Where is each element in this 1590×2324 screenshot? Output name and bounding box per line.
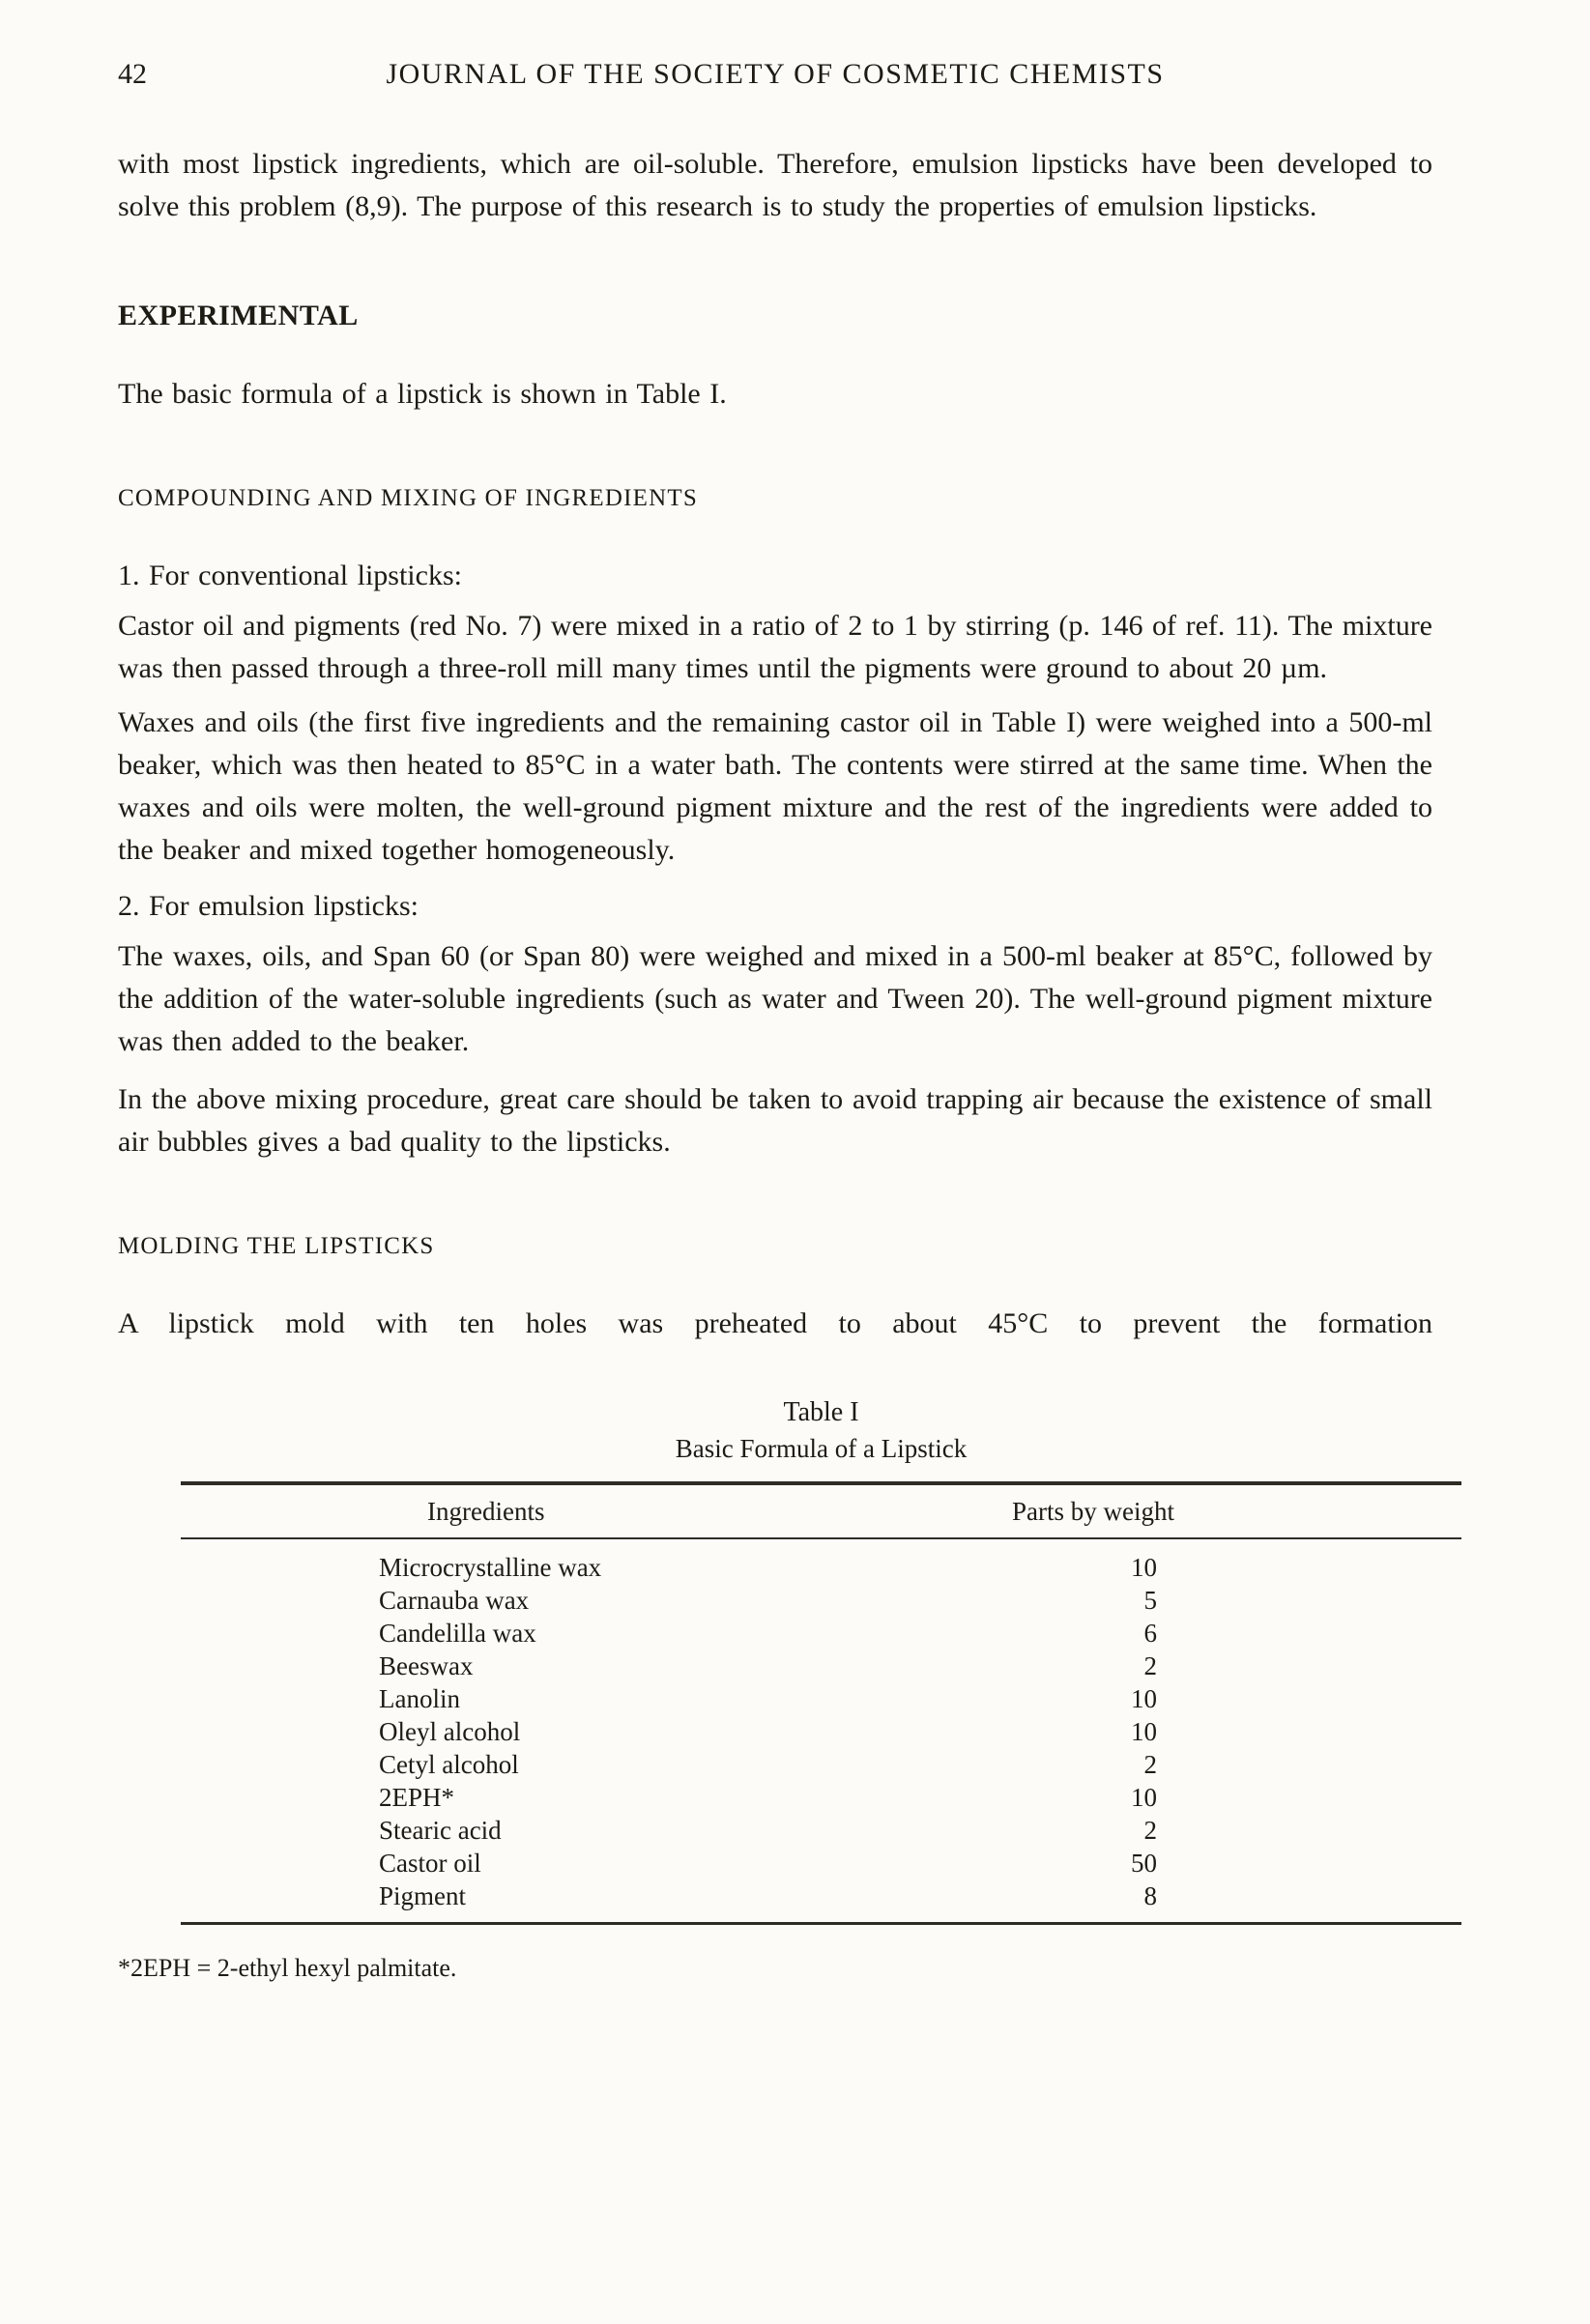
table-row: [181, 1617, 1461, 1650]
table-row: [181, 1682, 1461, 1715]
ingredient-cell: Microcrystalline wax: [379, 1553, 602, 1582]
paragraph-air-bubbles: In the above mixing procedure, great care should be taken to avoid trapping air because the existence of small air bubbles gives a bad quality to the lipsticks.: [118, 1083, 1432, 1158]
heading-compounding-and-mixing: COMPOUNDING AND MIXING OF INGREDIENTS: [118, 485, 698, 511]
parts-cell: 10: [1131, 1783, 1157, 1812]
parts-cell: 6: [1143, 1619, 1157, 1648]
parts-cell: 10: [1131, 1717, 1157, 1746]
table-1: [181, 1397, 1461, 1925]
table-row: [181, 1814, 1461, 1847]
article-body: [118, 143, 1432, 1985]
table-row: [181, 1551, 1461, 1584]
ingredient-cell: Oleyl alcohol: [379, 1717, 521, 1746]
column-header-ingredients: Ingredients: [427, 1497, 545, 1526]
paragraph-waxes-and-oils: Waxes and oils (the first five ingredients and the remaining castor oil in Table I) were weighed into a 500-ml beaker, which was then heated to 85°C in a water bath. The contents were stirred at the same time. When the waxes and oils were molten, the well-ground pigment mixture and the rest of the ingredients were added to the beaker and mixed together homogeneously.: [118, 706, 1432, 866]
ingredient-cell: Beeswax: [379, 1651, 474, 1680]
paragraph-emulsion-procedure: The waxes, oils, and Span 60 (or Span 80) were weighed and mixed in a 500-ml beaker at 85°C, followed by the addition of the water-soluble ingredients (such as water and Tween 20). The well-ground pigment mixture was then added to the beaker.: [118, 940, 1432, 1057]
ingredient-cell: Lanolin: [379, 1684, 460, 1713]
parts-cell: 2: [1143, 1816, 1157, 1845]
ingredient-cell: 2EPH*: [379, 1783, 455, 1812]
heading-experimental: EXPERIMENTAL: [118, 300, 359, 331]
table-row: [181, 1715, 1461, 1748]
ingredient-cell: Pigment: [379, 1881, 467, 1910]
table-row: [181, 1879, 1461, 1912]
list-item-1-label: 1. For conventional lipsticks:: [118, 559, 462, 591]
page-number: 42: [118, 58, 147, 90]
ingredient-cell: Castor oil: [379, 1849, 481, 1878]
list-item-2-label: 2. For emulsion lipsticks:: [118, 890, 419, 922]
table-row: [181, 1650, 1461, 1682]
table-rule-bottom: [181, 1922, 1461, 1925]
parts-cell: 10: [1131, 1684, 1157, 1713]
parts-cell: 10: [1131, 1553, 1157, 1582]
paragraph-castor-oil: Castor oil and pigments (red No. 7) were mixed in a ratio of 2 to 1 by stirring (p. 146 of ref. 11). The mixture was then passed through a three-roll mill many times until the pigments were ground to about 20 µm.: [118, 610, 1432, 684]
table-footnote: *2EPH = 2-ethyl hexyl palmitate.: [118, 1954, 457, 1982]
page-header: [118, 58, 1432, 99]
column-header-parts-by-weight: Parts by weight: [1012, 1497, 1174, 1526]
parts-cell: 2: [1143, 1651, 1157, 1680]
parts-cell: 8: [1143, 1881, 1157, 1910]
table-row: [181, 1847, 1461, 1879]
paragraph-table-reference: The basic formula of a lipstick is shown in Table I.: [118, 378, 727, 410]
table-title: Table I: [783, 1397, 859, 1427]
table-body: [181, 1539, 1461, 1922]
table-row: [181, 1748, 1461, 1781]
ingredient-cell: Stearic acid: [379, 1816, 502, 1845]
table-row: [181, 1781, 1461, 1814]
table-row: [181, 1584, 1461, 1617]
paragraph-molding: A lipstick mold with ten holes was preheated to about 45°C to prevent the formation: [118, 1307, 1432, 1339]
ingredient-cell: Carnauba wax: [379, 1586, 530, 1615]
ingredient-cell: Candelilla wax: [379, 1619, 536, 1648]
heading-molding-the-lipsticks: MOLDING THE LIPSTICKS: [118, 1233, 435, 1259]
parts-cell: 2: [1143, 1750, 1157, 1779]
parts-cell: 5: [1143, 1586, 1157, 1615]
table-header-row: [181, 1485, 1461, 1537]
paragraph-intro: with most lipstick ingredients, which are oil-soluble. Therefore, emulsion lipsticks have been developed to solve this problem (8,9). The purpose of this research is to study the properties of emulsion lipsticks.: [118, 148, 1432, 222]
ingredient-cell: Cetyl alcohol: [379, 1750, 519, 1779]
table-subtitle: Basic Formula of a Lipstick: [675, 1434, 968, 1463]
parts-cell: 50: [1131, 1849, 1157, 1878]
journal-title: JOURNAL OF THE SOCIETY OF COSMETIC CHEMISTS: [386, 58, 1165, 90]
